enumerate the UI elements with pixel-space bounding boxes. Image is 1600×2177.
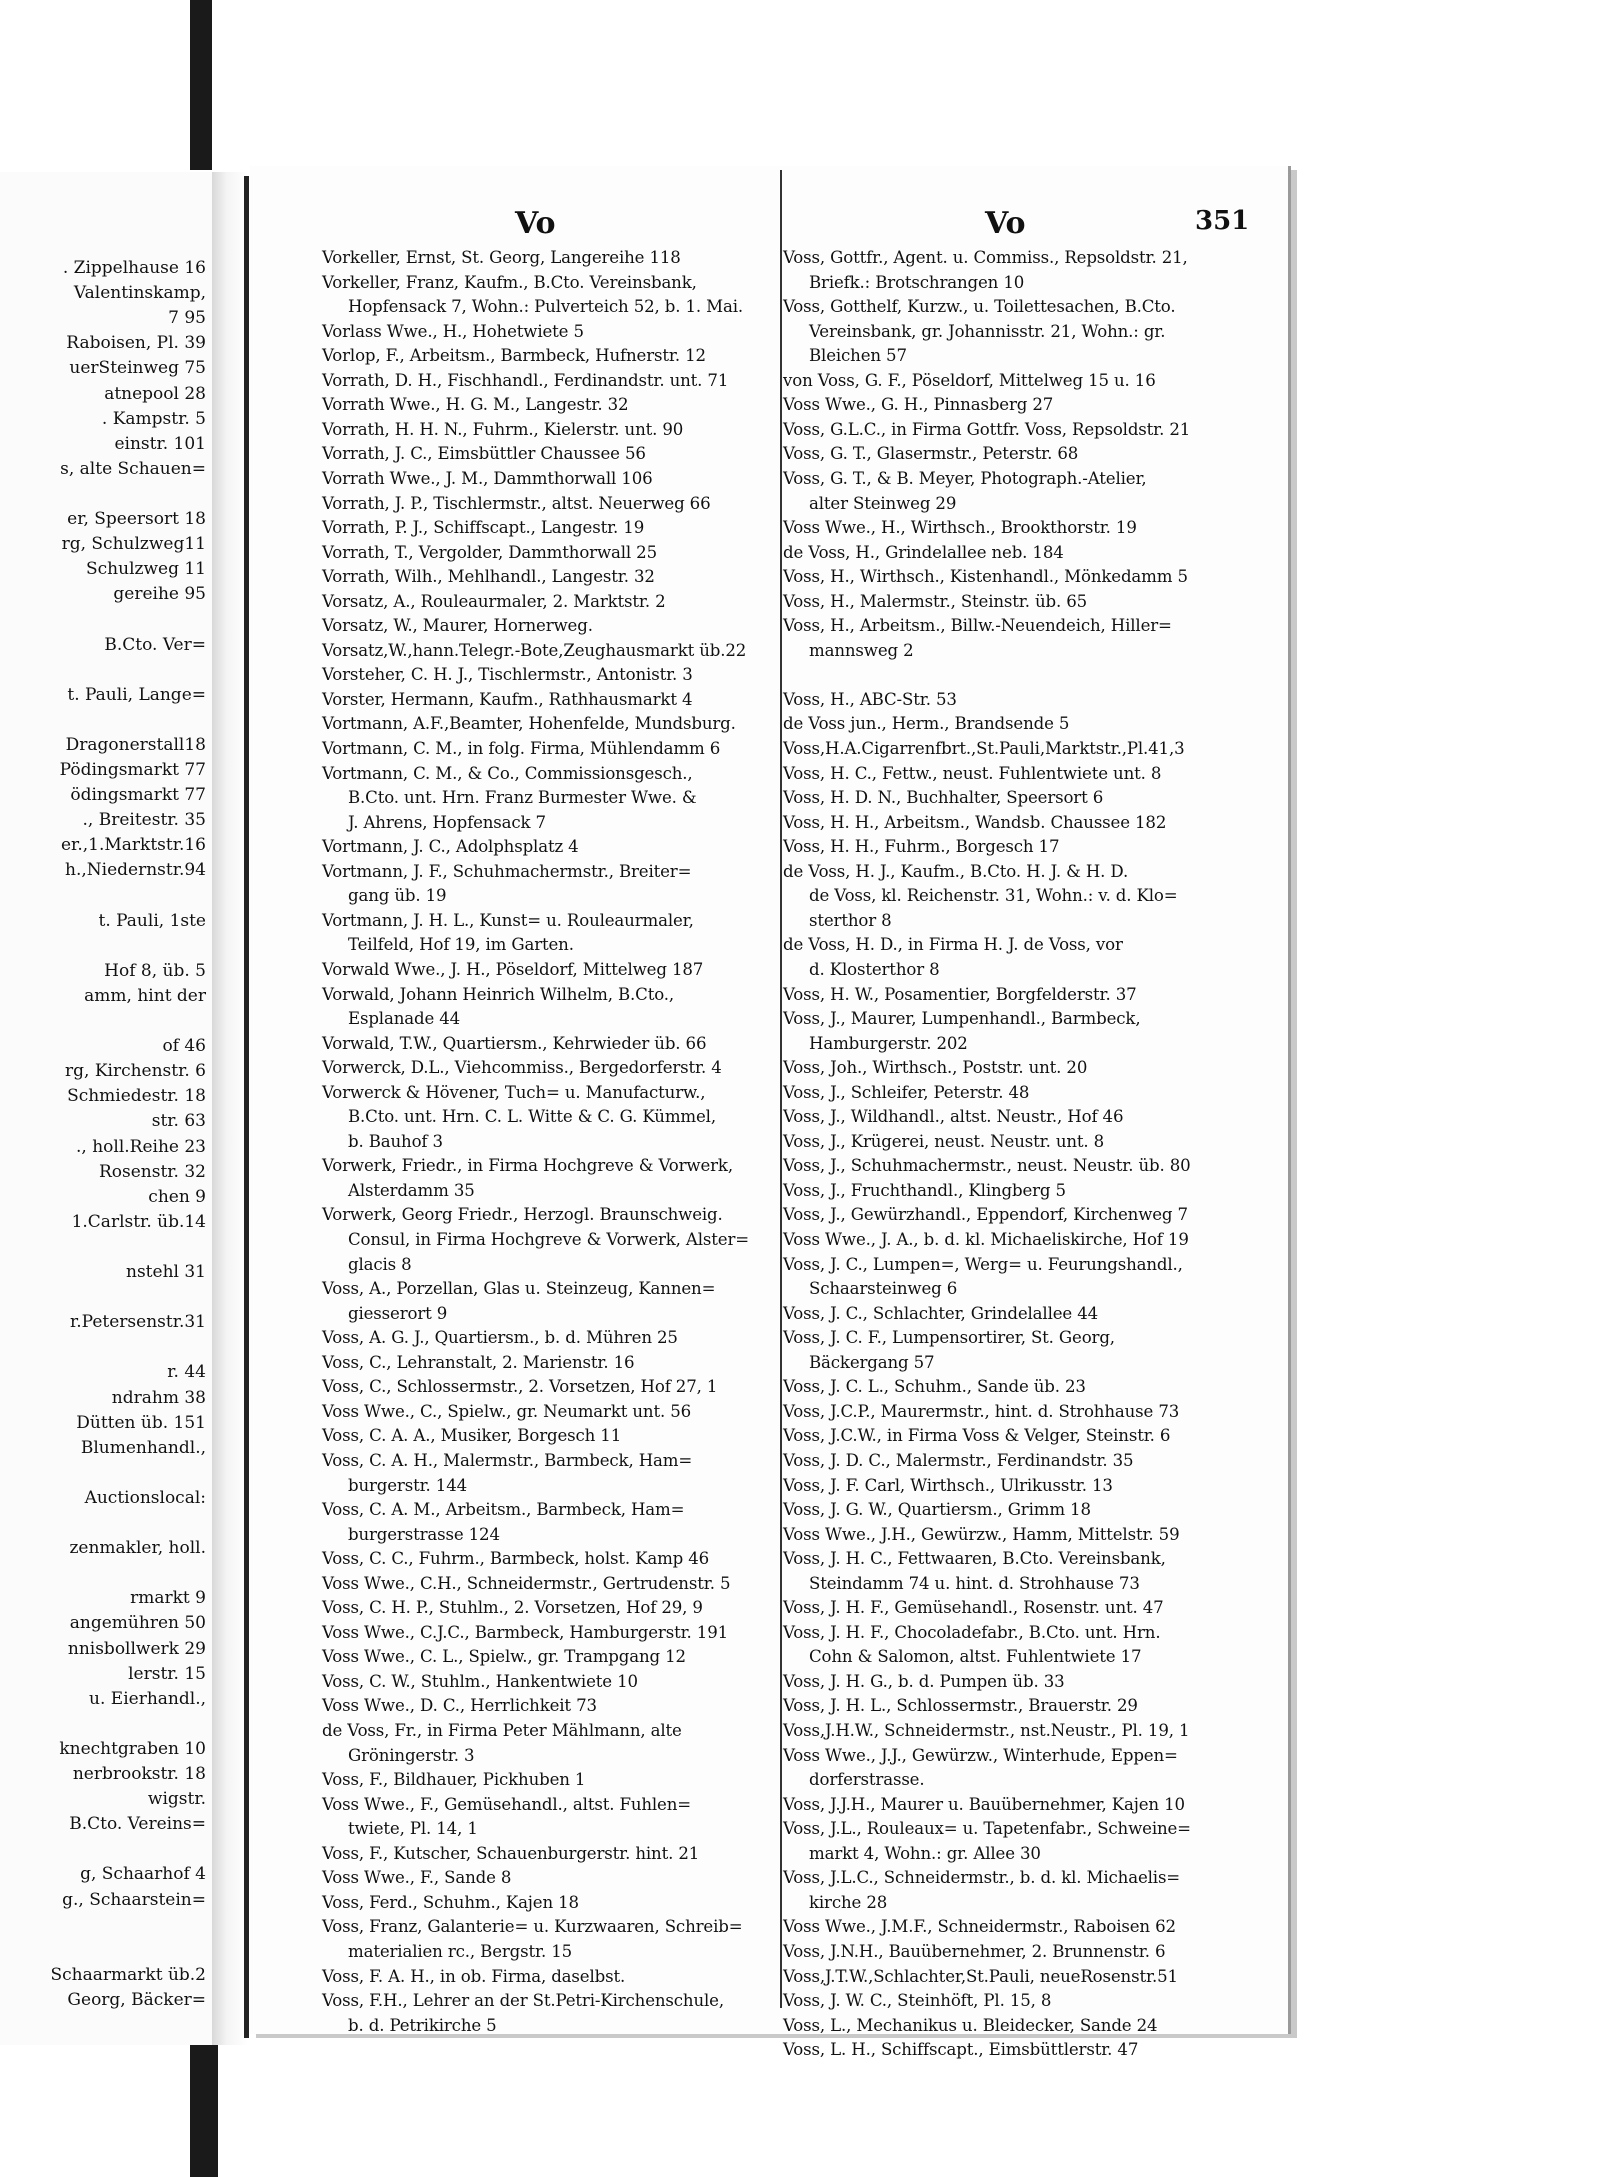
directory-entry: Voss, J. H. G., b. d. Pumpen üb. 33 — [783, 1671, 1065, 1691]
directory-entry: Schaarsteinweg 6 — [809, 1279, 958, 1299]
directory-entry: burgerstr. 144 — [348, 1475, 468, 1495]
prev-page-line: B.Cto. Ver= — [104, 634, 206, 655]
prev-page-line: ., holl.Reihe 23 — [75, 1136, 206, 1157]
prev-page-line: gereihe 95 — [113, 584, 206, 605]
directory-entry: Voss, J.L.C., Schneidermstr., b. d. kl. Michaelis= — [783, 1868, 1181, 1888]
prev-page-line: Hof 8, üb. 5 — [104, 960, 206, 981]
directory-entry: Vorlass Wwe., H., Hohetwiete 5 — [322, 321, 584, 341]
directory-entry: Voss, A., Porzellan, Glas u. Steinzeug, Kannen= — [322, 1279, 716, 1299]
directory-entry: kirche 28 — [809, 1892, 888, 1912]
prev-page-line: atnepool 28 — [104, 383, 206, 404]
directory-entry: mannsweg 2 — [809, 640, 914, 660]
prev-page-line: Dütten üb. 151 — [76, 1412, 206, 1433]
directory-entry: Voss, H., ABC-Str. 53 — [783, 689, 957, 709]
directory-entry: Voss, C., Schlossermstr., 2. Vorsetzen, Hof 27, 1 — [322, 1377, 718, 1397]
prev-page-line: of 46 — [162, 1036, 206, 1057]
directory-entry: Voss, J. W. C., Steinhöft, Pl. 15, 8 — [783, 1991, 1052, 2011]
directory-entry: Vortmann, J. C., Adolphsplatz 4 — [322, 837, 579, 857]
directory-entry: Vorrath, Wilh., Mehlhandl., Langestr. 32 — [322, 567, 655, 587]
directory-entry: Voss Wwe., C. L., Spielw., gr. Trampgang 12 — [322, 1647, 686, 1667]
directory-entry: Voss, J. C. L., Schuhm., Sande üb. 23 — [783, 1377, 1086, 1397]
directory-entry: Vorwerck & Hövener, Tuch= u. Manufacturw., — [322, 1082, 706, 1102]
directory-entry: Voss, L. H., Schiffscapt., Eimsbüttlerstr. 47 — [783, 2040, 1139, 2060]
prev-page-line: B.Cto. Vereins= — [69, 1814, 206, 1835]
directory-entry: Voss,J.H.W., Schneidermstr., nst.Neustr., Pl. 19, 1 — [783, 1721, 1190, 1740]
prev-page-line: Schaarmarkt üb.2 — [50, 1964, 206, 1985]
directory-entry: Bleichen 57 — [809, 346, 907, 366]
directory-entry: Voss, H. W., Posamentier, Borgfelderstr. 37 — [783, 984, 1137, 1004]
prev-page-line: rg, Kirchenstr. 6 — [65, 1061, 206, 1082]
prev-page-line: str. 63 — [151, 1111, 206, 1132]
directory-entry: Vorwald Wwe., J. H., Pöseldorf, Mittelweg 187 — [322, 959, 704, 979]
directory-entry: Voss, H., Arbeitsm., Billw.-Neuendeich, Hiller= — [783, 616, 1172, 636]
directory-entry: dorferstrasse. — [809, 1770, 925, 1790]
directory-entry: markt 4, Wohn.: gr. Allee 30 — [809, 1843, 1041, 1863]
prev-page-line: Valentinskamp, — [73, 283, 206, 304]
directory-entry: Vorwerck, D.L., Viehcommiss., Bergedorferstr. 4 — [322, 1058, 722, 1078]
directory-entry: Voss Wwe., J. A., b. d. kl. Michaeliskirche, Hof 19 — [783, 1230, 1189, 1249]
directory-entry: Voss, G.L.C., in Firma Gottfr. Voss, Repsoldstr. 21 — [783, 419, 1191, 439]
directory-entry: Vorsteher, C. H. J., Tischlermstr., Antonistr. 3 — [322, 665, 693, 685]
directory-entry: Alsterdamm 35 — [348, 1180, 475, 1200]
directory-entry: Voss, J. H. C., Fettwaaren, B.Cto. Vereinsbank, — [783, 1549, 1166, 1569]
directory-entry: de Voss, Fr., in Firma Peter Mählmann, alte — [322, 1721, 682, 1740]
directory-entry: Voss, H. H., Fuhrm., Borgesch 17 — [783, 837, 1060, 857]
prev-page-line: nnisbollwerk 29 — [67, 1638, 206, 1659]
directory-entry: Voss, C., Lehranstalt, 2. Marienstr. 16 — [322, 1352, 635, 1372]
prev-page-line: s, alte Schauen= — [60, 458, 206, 479]
prev-page-line: r. 44 — [167, 1362, 206, 1383]
page-gutter — [212, 172, 248, 2045]
directory-entry: Voss, J. C. F., Lumpensortirer, St. Georg, — [783, 1328, 1115, 1348]
prev-page-line: 7 95 — [168, 308, 206, 329]
directory-entry: Voss Wwe., J.H., Gewürzw., Hamm, Mittelstr. 59 — [783, 1524, 1180, 1544]
directory-entry: de Voss, H. J., Kaufm., B.Cto. H. J. & H. D. — [783, 861, 1129, 881]
prev-page-line: Auctionslocal: — [84, 1487, 206, 1508]
directory-entry: materialien rc., Bergstr. 15 — [348, 1941, 573, 1961]
directory-entry: Voss, Ferd., Schuhm., Kajen 18 — [322, 1892, 579, 1912]
directory-entry: b. d. Petrikirche 5 — [348, 2015, 497, 2035]
directory-entry: Voss, H., Wirthsch., Kistenhandl., Mönkedamm 5 — [783, 567, 1188, 587]
directory-entry: alter Steinweg 29 — [809, 493, 957, 513]
directory-entry: Bäckergang 57 — [809, 1352, 935, 1372]
prev-page-line: . Kampstr. 5 — [101, 408, 206, 429]
directory-entry: Voss, J., Schuhmachermstr., neust. Neustr. üb. 80 — [783, 1156, 1191, 1176]
directory-entry: Voss, J. H. F., Chocoladefabr., B.Cto. unt. Hrn. — [783, 1622, 1161, 1642]
directory-entry: Voss, Gottfr., Agent. u. Commiss., Repsoldstr. 21, — [783, 248, 1188, 267]
prev-page-line: r.Petersenstr.31 — [70, 1312, 206, 1333]
directory-entry: Voss, J. C., Schlachter, Grindelallee 44 — [783, 1303, 1099, 1323]
directory-entry: d. Klosterthor 8 — [809, 959, 940, 979]
prev-page-line: t. Pauli, Lange= — [67, 684, 206, 705]
directory-entry: Voss Wwe., J.J., Gewürzw., Winterhude, Eppen= — [783, 1745, 1178, 1765]
directory-entry: Voss, J.J.H., Maurer u. Bauübernehmer, Kajen 10 — [783, 1794, 1185, 1814]
directory-entry: Voss, C. H. P., Stuhlm., 2. Vorsetzen, Hof 29, 9 — [322, 1598, 703, 1618]
directory-entry: Voss, J., Wildhandl., altst. Neustr., Hof 46 — [783, 1107, 1124, 1127]
directory-entry: Vorrath Wwe., J. M., Dammthorwall 106 — [322, 468, 653, 488]
directory-entry: Steindamm 74 u. hint. d. Strohhause 73 — [809, 1573, 1140, 1593]
directory-entry: Consul, in Firma Hochgreve & Vorwerk, Alster= — [348, 1230, 750, 1249]
header-right: Vo — [985, 206, 1026, 241]
directory-entry: Gröningerstr. 3 — [348, 1745, 475, 1765]
prev-page-line: Schmiedestr. 18 — [67, 1086, 206, 1107]
directory-entry: Voss, L., Mechanikus u. Bleidecker, Sande 24 — [783, 2015, 1158, 2035]
directory-entry: Voss, J., Schleifer, Peterstr. 48 — [783, 1082, 1030, 1102]
directory-entry: Voss, Franz, Galanterie= u. Kurzwaaren, Schreib= — [322, 1917, 743, 1937]
directory-entry: Vorrath, D. H., Fischhandl., Ferdinandstr. unt. 71 — [322, 370, 729, 390]
directory-entry: Vorrath Wwe., H. G. M., Langestr. 32 — [322, 395, 629, 415]
prev-page-line: knechtgraben 10 — [59, 1738, 206, 1759]
directory-entry: Vortmann, J. F., Schuhmachermstr., Breiter= — [322, 861, 692, 881]
prev-page-line: rmarkt 9 — [130, 1588, 206, 1609]
directory-entry: B.Cto. unt. Hrn. C. L. Witte & C. G. Kümmel, — [348, 1107, 716, 1127]
column-divider — [780, 170, 782, 2008]
prev-page-line: lerstr. 15 — [128, 1663, 206, 1684]
prev-page-line: Blumenhandl., — [80, 1437, 206, 1458]
directory-entry: Voss, J. C., Lumpen=, Werg= u. Feurungshandl., — [783, 1254, 1183, 1274]
prev-page-line: er.,1.Marktstr.16 — [61, 835, 206, 856]
directory-entry: Voss, A. G. J., Quartiersm., b. d. Mühren 25 — [322, 1328, 678, 1348]
directory-entry: Cohn & Salomon, altst. Fuhlentwiete 17 — [809, 1647, 1142, 1667]
directory-entry: Voss, C. W., Stuhlm., Hankentwiete 10 — [322, 1671, 638, 1691]
directory-entry: giesserort 9 — [348, 1303, 448, 1323]
directory-entry: Voss, J.C.W., in Firma Voss & Velger, Steinstr. 6 — [783, 1426, 1171, 1446]
directory-entry: Voss, J., Fruchthandl., Klingberg 5 — [783, 1180, 1066, 1200]
prev-page-line: g., Schaarstein= — [62, 1889, 206, 1910]
binding-bottom — [190, 2045, 218, 2177]
directory-entry: Voss, H., Malermstr., Steinstr. üb. 65 — [783, 591, 1088, 611]
prev-page-line: wigstr. — [147, 1789, 206, 1810]
directory-entry: Vorsatz,W.,hann.Telegr.-Bote,Zeughausmarkt üb.22 — [322, 640, 747, 660]
prev-page-line: g, Schaarhof 4 — [80, 1864, 206, 1885]
directory-entry: de Voss, H. D., in Firma H. J. de Voss, vor — [783, 935, 1123, 955]
directory-entry: Vorwerk, Georg Friedr., Herzogl. Braunschweig. — [322, 1205, 723, 1225]
directory-entry: Voss Wwe., D. C., Herrlichkeit 73 — [322, 1696, 597, 1716]
gutter-rule — [244, 176, 249, 2038]
directory-entry: Vereinsbank, gr. Johannisstr. 21, Wohn.: gr. — [809, 321, 1166, 341]
directory-entry: von Voss, G. F., Pöseldorf, Mittelweg 15 u. 16 — [783, 370, 1156, 390]
directory-entry: Voss, H. D. N., Buchhalter, Speersort 6 — [783, 788, 1104, 808]
directory-entry: Vorrath, H. H. N., Fuhrm., Kielerstr. unt. 90 — [322, 419, 684, 439]
directory-entry: de Voss, kl. Reichenstr. 31, Wohn.: v. d. Klo= — [809, 886, 1178, 906]
directory-entry: Voss Wwe., F., Gemüsehandl., altst. Fuhlen= — [322, 1794, 692, 1814]
prev-page-line: h.,Niedernstr.94 — [65, 860, 206, 881]
prev-page-line: angemühren 50 — [69, 1613, 206, 1634]
directory-entry: Vorsatz, A., Rouleaurmaler, 2. Marktstr. 2 — [322, 591, 666, 611]
directory-entry: Vorkeller, Franz, Kaufm., B.Cto. Vereinsbank, — [322, 272, 697, 292]
directory-entry: Voss, Gotthelf, Kurzw., u. Toilettesachen, B.Cto. — [783, 297, 1176, 317]
directory-entry: Vortmann, J. H. L., Kunst= u. Rouleaurmaler, — [322, 910, 694, 930]
directory-entry: Vorwald, T.W., Quartiersm., Kehrwieder üb. 66 — [322, 1033, 707, 1053]
directory-entry: Vortmann, A.F.,Beamter, Hohenfelde, Mundsburg. — [322, 714, 736, 734]
directory-entry: Voss, J. H. F., Gemüsehandl., Rosenstr. unt. 47 — [783, 1598, 1164, 1618]
prev-page-line: t. Pauli, 1ste — [98, 910, 206, 931]
prev-page-line: 1.Carlstr. üb.14 — [71, 1211, 206, 1232]
directory-entry: B.Cto. unt. Hrn. Franz Burmester Wwe. & — [348, 788, 697, 808]
directory-entry: Hopfensack 7, Wohn.: Pulverteich 52, b. 1. Mai. — [348, 297, 743, 317]
directory-entry: Esplanade 44 — [348, 1009, 461, 1029]
directory-entry: Voss,J.T.W.,Schlachter,St.Pauli, neueRosenstr.51 — [783, 1966, 1178, 1986]
directory-entry: Voss, F.H., Lehrer an der St.Petri-Kirchenschule, — [322, 1991, 724, 2011]
directory-entry: Vorrath, T., Vergolder, Dammthorwall 25 — [322, 542, 657, 562]
directory-entry: Voss, J., Gewürzhandl., Eppendorf, Kirchenweg 7 — [783, 1205, 1188, 1225]
directory-entry: Voss Wwe., C.H., Schneidermstr., Gertrudenstr. 5 — [322, 1573, 731, 1593]
prev-page-line: Rosenstr. 32 — [98, 1161, 206, 1182]
prev-page-line: amm, hint der — [84, 985, 206, 1006]
prev-page-line: Raboisen, Pl. 39 — [66, 333, 206, 354]
directory-entry: Voss Wwe., H., Wirthsch., Brookthorstr. 19 — [783, 518, 1137, 538]
directory-entry: Vorsatz, W., Maurer, Hornerweg. — [322, 616, 593, 636]
directory-entry: Voss, H. C., Fettw., neust. Fuhlentwiete unt. 8 — [783, 763, 1162, 783]
page-number: 351 — [1195, 206, 1250, 236]
directory-entry: Vorwerk, Friedr., in Firma Hochgreve & Vorwerk, — [322, 1156, 733, 1176]
directory-entry: Voss, F., Bildhauer, Pickhuben 1 — [322, 1770, 586, 1790]
prev-page-line: uerSteinweg 75 — [69, 358, 206, 379]
directory-entry: J. Ahrens, Hopfensack 7 — [348, 812, 546, 832]
directory-entry: Voss, G. T., Glasermstr., Peterstr. 68 — [783, 444, 1079, 464]
prev-page-line: ., Breitestr. 35 — [82, 810, 206, 831]
header-left: Vo — [515, 206, 556, 241]
directory-entry: Voss, C. A. M., Arbeitsm., Barmbeck, Ham= — [322, 1500, 685, 1520]
prev-page-line: . Zippelhause 16 — [62, 258, 206, 278]
directory-entry: Vortmann, C. M., & Co., Commissionsgesch., — [322, 763, 693, 783]
directory-entry: Vorlop, F., Arbeitsm., Barmbeck, Hufnerstr. 12 — [322, 346, 706, 366]
directory-entry: Hamburgerstr. 202 — [809, 1033, 968, 1053]
directory-entry: Voss, F. A. H., in ob. Firma, daselbst. — [322, 1966, 626, 1986]
directory-entry: Voss, J. D. C., Malermstr., Ferdinandstr. 35 — [783, 1450, 1134, 1470]
directory-entry: b. Bauhof 3 — [348, 1131, 443, 1151]
binding-top — [190, 0, 212, 170]
directory-entry: glacis 8 — [348, 1254, 412, 1274]
prev-page-line: zenmakler, holl. — [69, 1538, 206, 1559]
prev-page-line: Georg, Bäcker= — [67, 1989, 206, 2010]
directory-entry: Voss, J. F. Carl, Wirthsch., Ulrikusstr. 13 — [783, 1475, 1113, 1495]
directory-entry: sterthor 8 — [809, 910, 892, 930]
directory-entry: Vorkeller, Ernst, St. Georg, Langereihe 118 — [322, 248, 681, 267]
directory-entry: Voss, J. H. L., Schlossermstr., Brauerstr. 29 — [783, 1696, 1138, 1716]
directory-entry: de Voss, H., Grindelallee neb. 184 — [783, 542, 1064, 562]
directory-entry: Vortmann, C. M., in folg. Firma, Mühlendamm 6 — [322, 739, 721, 758]
directory-entry: Voss, F., Kutscher, Schauenburgerstr. hint. 21 — [322, 1843, 700, 1863]
prev-page-line: Schulzweg 11 — [86, 559, 206, 580]
directory-entry: Voss, G. T., & B. Meyer, Photograph.-Atelier, — [783, 468, 1147, 488]
directory-entry: Voss,H.A.Cigarrenfbrt.,St.Pauli,Marktstr.,Pl.41,3 — [783, 739, 1185, 758]
directory-entry: Voss, J.N.H., Bauübernehmer, 2. Brunnenstr. 6 — [783, 1941, 1166, 1961]
directory-entry: Voss, J. G. W., Quartiersm., Grimm 18 — [783, 1500, 1091, 1520]
directory-entry: Briefk.: Brotschrangen 10 — [809, 272, 1025, 292]
directory-entry: de Voss jun., Herm., Brandsende 5 — [783, 714, 1070, 734]
prev-page-line: u. Eierhandl., — [89, 1688, 206, 1709]
directory-entry: Vorster, Hermann, Kaufm., Rathhausmarkt 4 — [322, 689, 693, 709]
directory-entry: Vorrath, J. P., Tischlermstr., altst. Neuerweg 66 — [322, 493, 711, 513]
directory-entry: Voss Wwe., G. H., Pinnasberg 27 — [783, 395, 1054, 415]
directory-entry: Teilfeld, Hof 19, im Garten. — [348, 935, 574, 955]
directory-entry: gang üb. 19 — [348, 886, 447, 906]
directory-entry: Voss, J., Krügerei, neust. Neustr. unt. 8 — [783, 1131, 1105, 1151]
directory-entry: Voss Wwe., C.J.C., Barmbeck, Hamburgerstr. 191 — [322, 1622, 729, 1642]
prev-page-line: rg, Schulzweg11 — [61, 534, 206, 555]
directory-entry: burgerstrasse 124 — [348, 1524, 500, 1544]
prev-page-line: Pödingsmarkt 77 — [59, 760, 206, 780]
directory-entry: Voss, J.C.P., Maurermstr., hint. d. Strohhause 73 — [783, 1401, 1180, 1421]
directory-entry: Voss, Joh., Wirthsch., Poststr. unt. 20 — [783, 1058, 1088, 1078]
previous-page-edge — [0, 172, 213, 2045]
prev-page-line: Dragonerstall18 — [65, 734, 206, 755]
directory-entry: Voss, J., Maurer, Lumpenhandl., Barmbeck, — [783, 1009, 1141, 1029]
directory-entry: Voss, J.L., Rouleaux= u. Tapetenfabr., Schweine= — [783, 1819, 1191, 1839]
prev-page-line: ndrahm 38 — [111, 1387, 206, 1408]
prev-page-line: er, Speersort 18 — [67, 509, 206, 529]
directory-entry: twiete, Pl. 14, 1 — [348, 1819, 478, 1839]
directory-entry: Voss Wwe., C., Spielw., gr. Neumarkt unt. 56 — [322, 1401, 692, 1421]
prev-page-line: nstehl 31 — [126, 1262, 206, 1282]
prev-page-line: ödingsmarkt 77 — [70, 785, 206, 806]
directory-entry: Vorrath, P. J., Schiffscapt., Langestr. 19 — [322, 518, 645, 538]
directory-entry: Voss Wwe., J.M.F., Schneidermstr., Raboisen 62 — [783, 1917, 1176, 1937]
prev-page-line: chen 9 — [148, 1186, 206, 1207]
directory-entry: Voss, H. H., Arbeitsm., Wandsb. Chaussee 182 — [783, 812, 1167, 832]
directory-entry: Voss, C. C., Fuhrm., Barmbeck, holst. Kamp 46 — [322, 1549, 710, 1569]
prev-page-line: nerbrookstr. 18 — [72, 1764, 206, 1784]
prev-page-line: einstr. 101 — [114, 433, 206, 454]
directory-entry: Voss, C. A. H., Malermstr., Barmbeck, Ham= — [322, 1450, 693, 1470]
directory-entry: Voss Wwe., F., Sande 8 — [322, 1868, 512, 1888]
directory-entry: Vorrath, J. C., Eimsbüttler Chaussee 56 — [322, 444, 646, 464]
directory-entry: Voss, C. A. A., Musiker, Borgesch 11 — [322, 1426, 622, 1446]
directory-entry: Vorwald, Johann Heinrich Wilhelm, B.Cto., — [322, 984, 675, 1004]
